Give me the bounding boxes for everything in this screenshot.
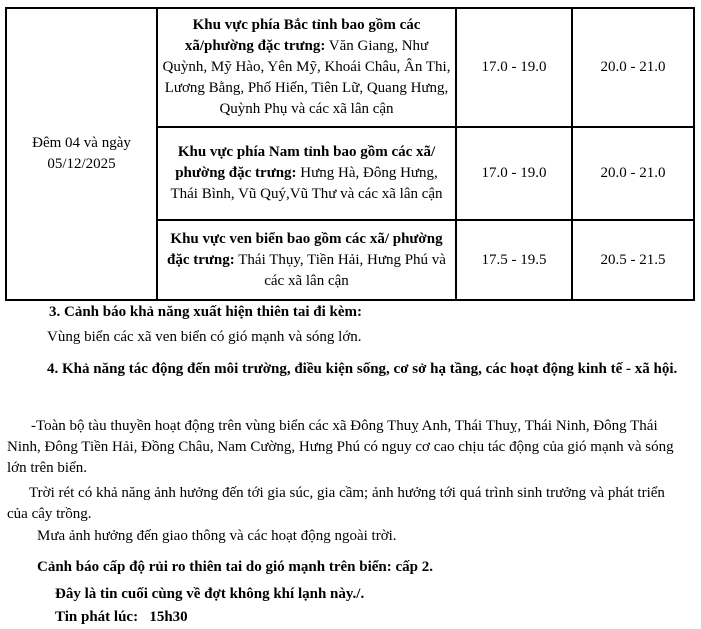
- high-temp-cell: 20.5 - 21.5: [572, 220, 694, 300]
- region-cell: [157, 8, 456, 127]
- high-temp-cell: 20.0 - 21.0: [572, 127, 694, 220]
- section3-title: 3. Cảnh báo khả năng xuất hiện thiên tai đi kèm:: [49, 304, 362, 320]
- low-temp-cell: 17.0 - 19.0: [456, 127, 572, 220]
- region-list: Thái Thụy, Tiền Hải, Hưng Phú và các xã lân cận: [234, 251, 446, 289]
- forecast-table: [5, 7, 695, 301]
- section3-text: Vùng biển các xã ven biển có gió mạnh và sóng lớn.: [47, 329, 362, 345]
- issued-time: 15h30: [149, 609, 188, 625]
- issued-time-line: [55, 607, 188, 628]
- date-text: Đêm 04 và ngày 05/12/2025: [32, 135, 131, 172]
- region-cell: [157, 220, 456, 300]
- low-temp-cell: 17.0 - 19.0: [456, 8, 572, 127]
- low-temp-cell: 17.5 - 19.5: [456, 220, 572, 300]
- table-row: [6, 8, 694, 127]
- section4-para-cold: Trời rét có khả năng ảnh hưởng đến tới gia súc, gia cầm; ảnh hưởng tới quá trình sinh trưởng và phát triển của cây trồng.: [7, 485, 665, 522]
- risk-level-warning: Cảnh báo cấp độ rủi ro thiên tai do gió mạnh trên biển: cấp 2.: [37, 559, 434, 575]
- region-list: Văn Giang, Như Quỳnh, Mỹ Hào, Yên Mỹ, Khoái Châu, Ân Thi, Lương Bằng, Phố Hiến, Tiên Lữ, Quang Hưng, Quỳnh Phụ và các xã lân cận: [162, 38, 451, 117]
- date-cell: [6, 8, 157, 300]
- issued-label: Tin phát lúc:: [55, 609, 139, 625]
- region-list: Hưng Hà, Đông Hưng, Thái Bình, Vũ Quý,Vũ Thư và các xã lân cận: [170, 165, 443, 202]
- region-cell: [157, 127, 456, 220]
- high-temp-cell: 20.0 - 21.0: [572, 8, 694, 127]
- region-head: Khu vực phía Nam tỉnh bao gồm các xã/ phường đặc trưng:: [175, 144, 436, 181]
- region-head: Khu vực ven biển bao gồm các xã/ phường đặc trưng:: [167, 230, 443, 268]
- section4-title: 4. Khả năng tác động đến môi trường, điều kiện sống, cơ sở hạ tầng, các hoạt động kinh tế - xã hội.: [47, 361, 678, 377]
- section4-para-vessels: -Toàn bộ tàu thuyền hoạt động trên vùng biển các xã Đông Thuỵ Anh, Thái Thuỵ, Thái Ninh, Đông Thái Ninh, Đông Tiền Hải, Đồng Châu, Nam Cường, Hưng Phú có nguy cơ cao chịu tác động của gió mạnh và sóng lớn trên biển.: [7, 418, 674, 476]
- region-head: Khu vực phía Bắc tỉnh bao gồm các xã/phường đặc trưng:: [184, 17, 421, 54]
- section4-para-rain: Mưa ảnh hưởng đến giao thông và các hoạt động ngoài trời.: [37, 528, 397, 544]
- last-bulletin-note: Đây là tin cuối cùng về đợt không khí lạnh này./.: [55, 586, 365, 602]
